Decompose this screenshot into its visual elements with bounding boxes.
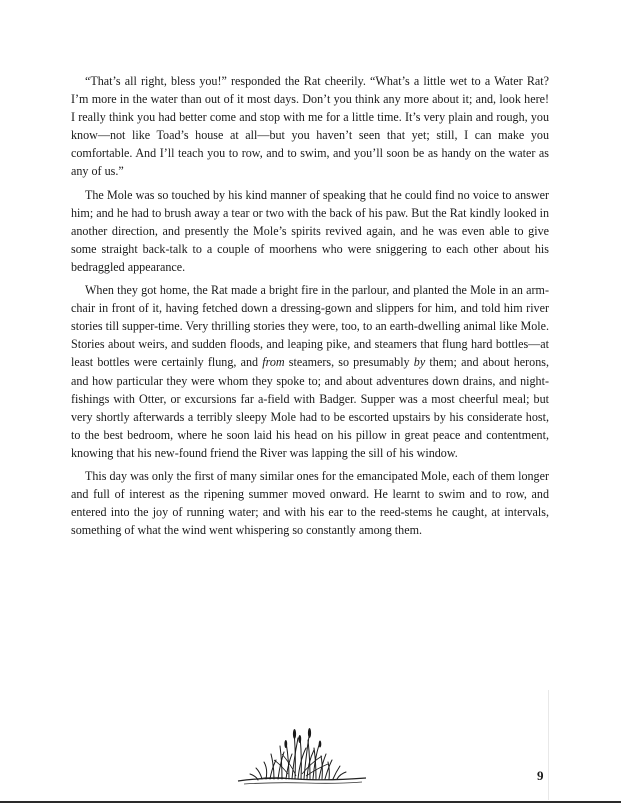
- text-run: them; and about herons, and how particular they were whom they spoke to; and about adventures down drains, and night-fishings with Otter, or excursions far a-field with Badger. Supper was a most cheerful meal; but very shortly afterwards a terribly sleepy Mole had to be escorted upstairs by his considerate host, to the best bedroom, where he soon laid his head on his pillow in great peace and contentment, knowing that his new-found friend the River was lapping the sill of his window.: [71, 355, 549, 460]
- paragraph: [71, 281, 549, 462]
- text-run: “That’s all right, bless you!” responded the Rat cheerily. “What’s a little wet to a Water Rat? I’m more in the water than out of it most days. Don’t you think any more about it; and, look here! I really think you had better come and stop with me for a little time. It’s very plain and rough, you know—not like Toad’s house at all—but you haven’t seen that yet; still, I can make you comfortable. And I’ll teach you to row, and to swim, and you’ll soon be as handy on the water as any of us.”: [71, 74, 549, 179]
- bottom-rule: [0, 801, 621, 803]
- text-run: The Mole was so touched by his kind manner of speaking that he could find no voice to answer him; and he had to brush away a tear or two with the back of his paw. But the Rat kindly looked in another direction, and presently the Mole’s spirits revived again, and he was even able to give some straight back-talk to a couple of moorhens who were sniggering to each other about his bedraggled appearance.: [71, 187, 549, 274]
- body-text: [71, 72, 549, 544]
- text-run: steamers, so presumably: [284, 355, 414, 370]
- paragraph: [71, 186, 549, 276]
- reeds-ornament-icon: [236, 724, 368, 786]
- text-run: This day was only the first of many similar ones for the emancipated Mole, each of them longer and full of interest as the ripening summer moved onward. He learnt to swim and to row, and entered into the joy of running water; and with his ear to the reed-stems he caught, at intervals, something of what the wind went whispering so constantly among them.: [71, 468, 549, 538]
- paragraph: [71, 467, 549, 539]
- page-edge-shadow: [548, 690, 549, 800]
- paragraph: [71, 72, 549, 181]
- italic-text: by: [413, 355, 426, 370]
- page-number: 9: [537, 768, 544, 783]
- text-run: When they got home, the Rat made a bright fire in the parlour, and planted the Mole in an arm-chair in front of it, having fetched down a dressing-gown and slippers for him, and told him river stories till supper-time. Very thrilling stories they were, too, to an earth-dwelling animal like Mole. Stories about weirs, and sudden floods, and leaping pike, and steamers that flung hard bottles—at least bottles were certainly flung, and: [71, 283, 549, 370]
- italic-text: from: [262, 355, 285, 370]
